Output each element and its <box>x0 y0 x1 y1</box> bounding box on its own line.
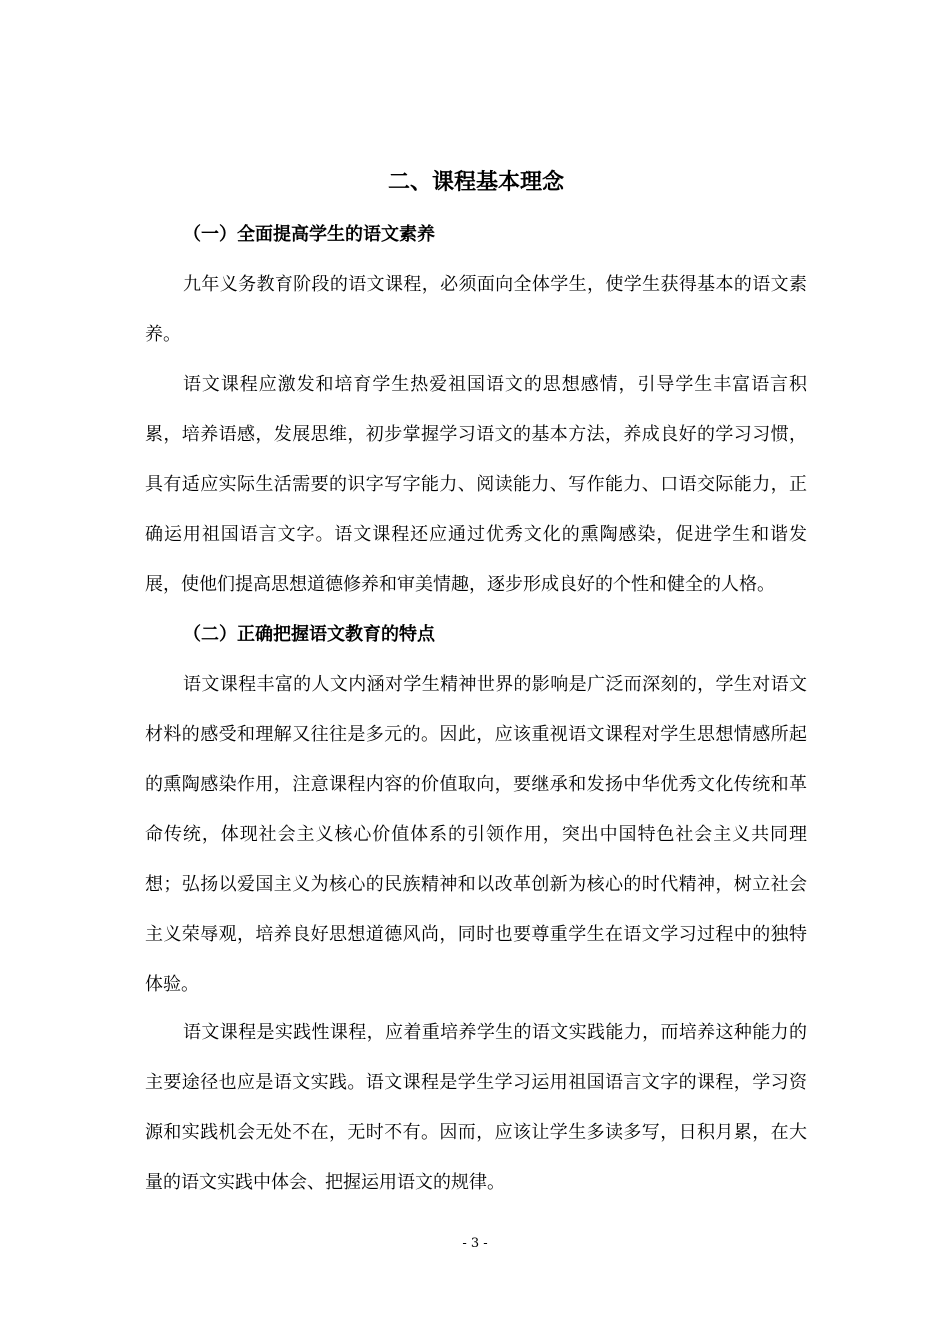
document-title: 二、课程基本理念 <box>387 170 564 195</box>
paragraph: 语文课程应激发和培育学生热爱祖国语文的思想感情，引导学生丰富语言积累，培养语感，发展思维，初步掌握学习语文的基本方法，养成良好的学习习惯，具有适应实际生活需要的识字写字能力、阅读能力、写作能力、口语交际能力，正确运用祖国语言文字。语文课程还应通过优秀文化的熏陶感染，促进学生和谐发展，使他们提高思想道德修养和审美情趣，逐步形成良好的个性和健全的人格。 <box>145 374 807 595</box>
section-heading-1: （一）全面提高学生的语文素养 <box>183 224 435 245</box>
paragraph: 语文课程丰富的人文内涵对学生精神世界的影响是广泛而深刻的，学生对语文材料的感受和理解又往往是多元的。因此，应该重视语文课程对学生思想情感所起的熏陶感染作用，注意课程内容的价值取向，要继承和发扬中华优秀文化传统和革命传统，体现社会主义核心价值体系的引领作用，突出中国特色社会主义共同理想；弘扬以爱国主义为核心的民族精神和以改革创新为核心的时代精神，树立社会主义荣辱观，培养良好思想道德风尚，同时也要尊重学生在语文学习过程中的独特体验。 <box>145 674 807 995</box>
paragraph: 语文课程是实践性课程，应着重培养学生的语文实践能力，而培养这种能力的主要途径也应是语文实践。语文课程是学生学习运用祖国语言文字的课程，学习资源和实践机会无处不在，无时不有。因而，应该让学生多读多写，日积月累，在大量的语文实践中体会、把握运用语文的规律。 <box>145 1022 807 1193</box>
section-heading-2: （二）正确把握语文教育的特点 <box>183 624 435 645</box>
paragraph: 九年义务教育阶段的语文课程，必须面向全体学生，使学生获得基本的语文素养。 <box>145 274 807 345</box>
page-number: - 3 - <box>462 1236 488 1251</box>
document-page <box>145 0 807 1344</box>
